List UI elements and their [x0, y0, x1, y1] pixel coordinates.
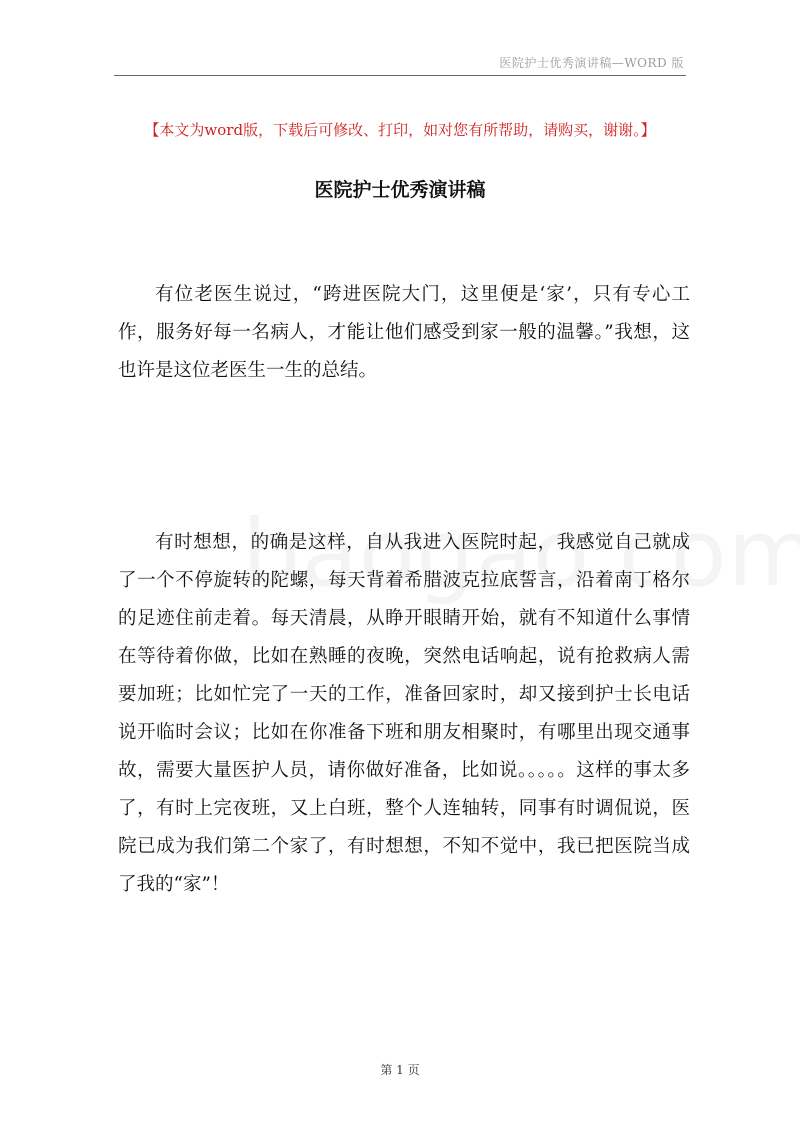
running-header: 医院护士优秀演讲稿—WORD 版 — [499, 56, 684, 70]
paragraph-2: 有时想想，的确是这样，自从我进入医院时起，我感觉自己就成了一个不停旋转的陀螺，每天背着希腊波克拉底誓言，沿着南丁格尔的足迹住前走着。每天清晨，从睁开眼睛开始，就有不知道什么事情在等待着你做，比如在熟睡的夜晚，突然电话响起，说有抢救病人需要加班；比如忙完了一天的工作，准备回家时，却又接到护士长电话说开临时会议；比如在你准备下班和朋友相聚时，有哪里出现交通事故，需要大量医护人员，请你做好准备，比如说。。。。。这样的事太多了，有时上完夜班，又上白班，整个人连轴转，同事有时调侃说，医院已成为我们第二个家了，有时想想，不知不觉中，我已把医院当成了我的“家”！ — [118, 532, 690, 895]
paragraph-1: 有位老医生说过，“跨进医院大门，这里便是‘家’，只有专心工作，服务好每一名病人，才能让他们感受到家一般的温馨。”我想，这也许是这位老医生一生的总结。 — [118, 284, 690, 381]
purchase-notice: 【本文为word版，下载后可修改、打印，如对您有所帮助，请购买，谢谢。】 — [144, 121, 656, 139]
header-divider — [114, 75, 686, 76]
page-number: 第 1 页 — [380, 1063, 420, 1077]
document-title: 医院护士优秀演讲稿 — [314, 179, 486, 201]
